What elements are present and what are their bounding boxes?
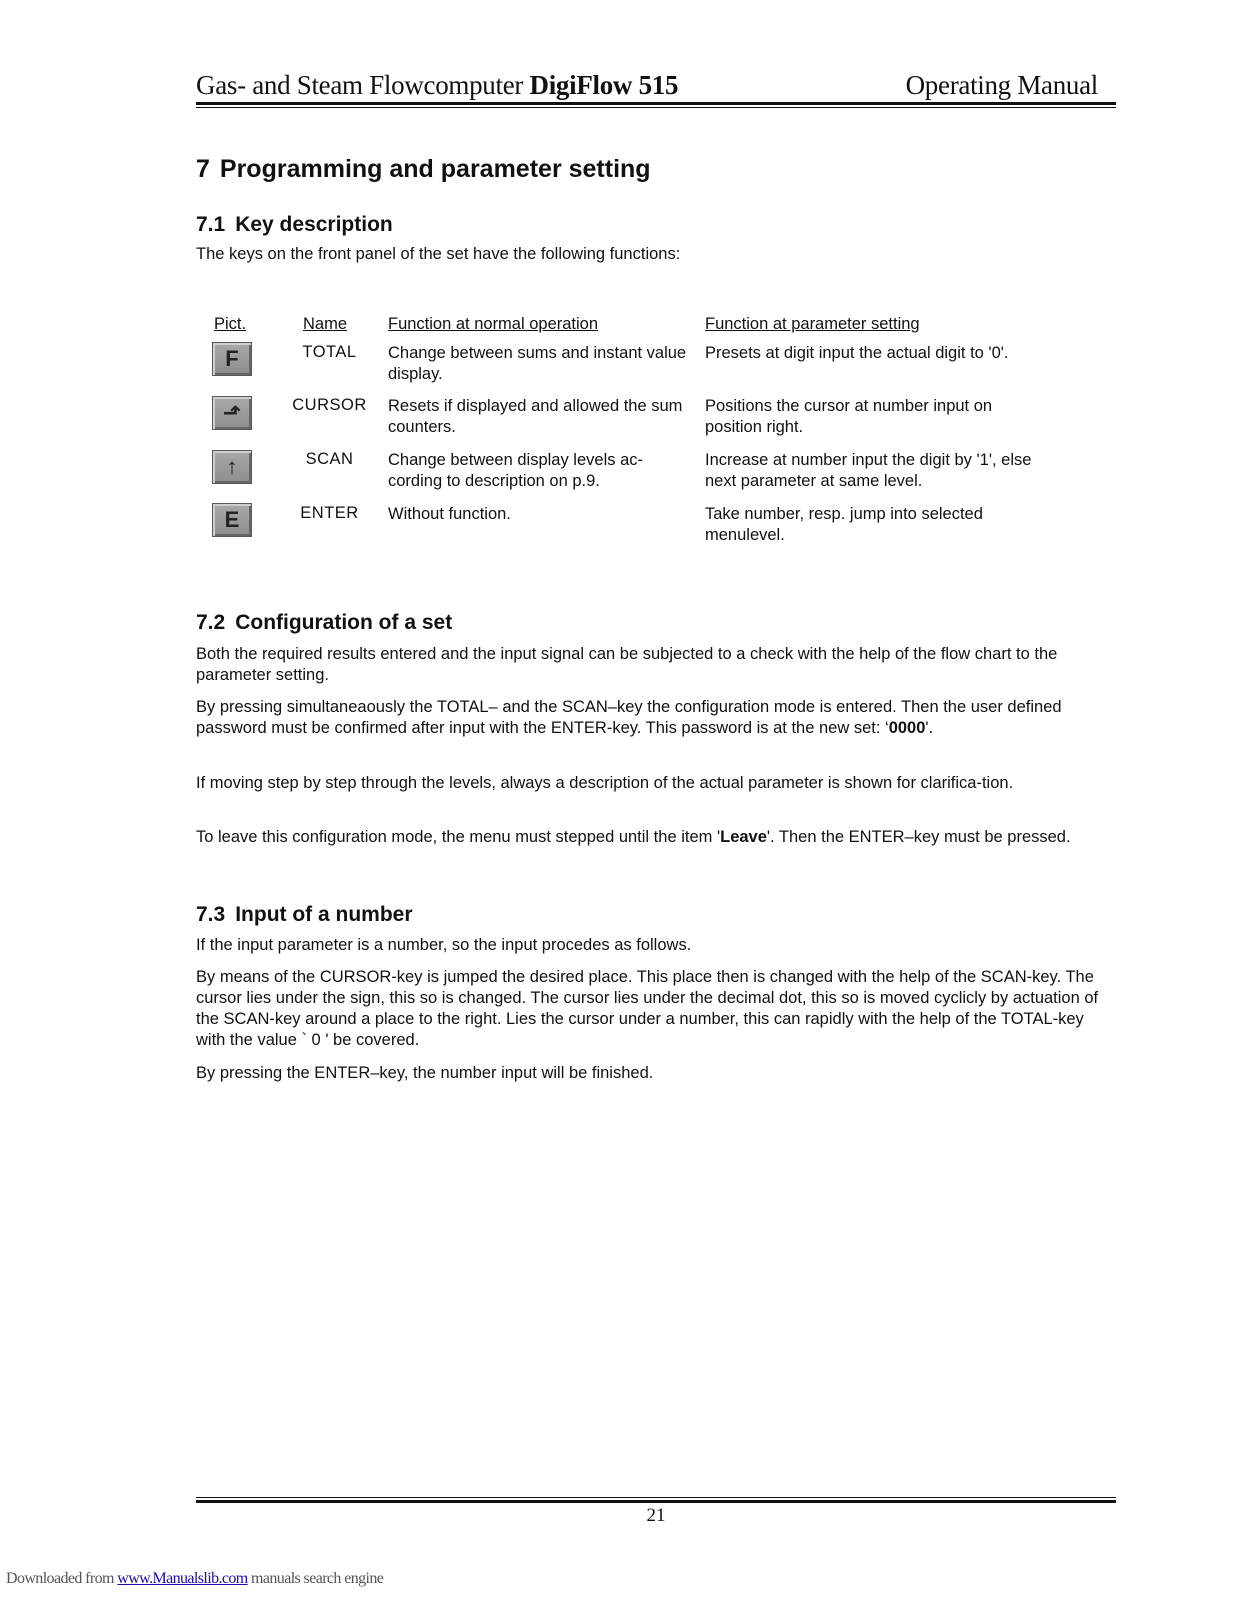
section-7-2-paragraph-2: By pressing simultaneaously the TOTAL– and the SCAN–key the configuration mode is entered. Then the user defined password must be confirmed after input with the ENTER-key. This password is at the new set: ‘0000'. — [196, 698, 1062, 737]
enter-key-icon: E — [212, 503, 252, 537]
total-key-icon: F — [212, 342, 252, 376]
section-7-2-paragraph-1: Both the required results entered and the input signal can be subjected to a check with the help of the flow chart to the parameter setting. — [196, 645, 1058, 684]
footer-rule — [196, 1500, 1116, 1503]
chapter-heading: 7 Programming and parameter setting — [196, 155, 651, 183]
section-7-3-paragraph-3: By pressing the ENTER–key, the number input will be finished. — [196, 1064, 654, 1082]
section-7-1-intro: The keys on the front panel of the set have the following functions: — [196, 245, 681, 263]
footer-rule-thin — [196, 1497, 1116, 1498]
table-row-name: ENTER — [300, 504, 359, 522]
section-7-2-paragraph-4: To leave this configuration mode, the menu must stepped until the item 'Leave'. Then the ENTER–key must be pressed. — [196, 828, 1071, 846]
table-header-normal: Function at normal operation — [388, 315, 599, 333]
table-row-normal: Resets if displayed and allowed the sum counters. — [388, 397, 683, 436]
table-row-name: CURSOR — [292, 396, 367, 414]
section-7-1-heading: 7.1 Key description — [196, 213, 393, 236]
section-7-2-heading: 7.2 Configuration of a set — [196, 611, 453, 634]
page-header — [196, 64, 1116, 100]
default-password: 0000 — [888, 719, 926, 737]
header-rule-thin — [196, 107, 1116, 108]
header-title: Gas- and Steam Flowcomputer DigiFlow 515 — [196, 70, 679, 100]
table-row-param: Take number, resp. jump into selected menulevel. — [705, 505, 983, 544]
section-7-3-paragraph-2: By means of the CURSOR-key is jumped the desired place. This place then is changed with the help of the SCAN-key. The cursor lies under the sign, this so is changed. The cursor lies under the decimal dot, this so is moved cyclicly by actuation of the SCAN-key around a place to the right. Lies the cursor under a number, this can rapidly with the help of the TOTAL-key with the value ` 0 ' be covered. — [196, 968, 1099, 1049]
table-row-name: TOTAL — [302, 343, 357, 361]
table-header-param: Function at parameter setting — [705, 315, 920, 333]
table-row-normal: Without function. — [388, 505, 511, 523]
section-7-2-paragraph-3: If moving step by step through the levels, always a description of the actual parameter is shown for clarifica-tion. — [196, 774, 1014, 792]
header-right: Operating Manual — [905, 70, 1098, 100]
download-footer: Downloaded from www.Manualslib.com manuals search engine — [6, 1570, 384, 1587]
table-row-normal: Change between display levels ac-cording to description on p.9. — [388, 451, 643, 490]
leave-item: Leave — [720, 828, 767, 846]
scan-key-icon: ↑ — [212, 450, 252, 484]
table-row-param: Positions the cursor at number input on position right. — [705, 397, 993, 436]
manualslib-link[interactable]: www.Manualslib.com — [117, 1570, 248, 1587]
product-name: DigiFlow 515 — [529, 70, 679, 100]
table-header-name: Name — [303, 315, 348, 333]
table-row-normal: Change between sums and instant value display. — [388, 344, 687, 383]
header-rule — [196, 102, 1116, 105]
table-row-param: Increase at number input the digit by '1', else next parameter at same level. — [705, 451, 1032, 490]
section-7-3-heading: 7.3 Input of a number — [196, 903, 413, 926]
page-number: 21 — [646, 1505, 666, 1526]
section-7-3-paragraph-1: If the input parameter is a number, so the input procedes as follows. — [196, 936, 692, 954]
table-header-pict: Pict. — [214, 315, 247, 333]
cursor-key-icon: ⬏ — [212, 396, 252, 430]
table-row-name: SCAN — [305, 450, 354, 468]
table-row-param: Presets at digit input the actual digit to '0'. — [705, 344, 1009, 362]
